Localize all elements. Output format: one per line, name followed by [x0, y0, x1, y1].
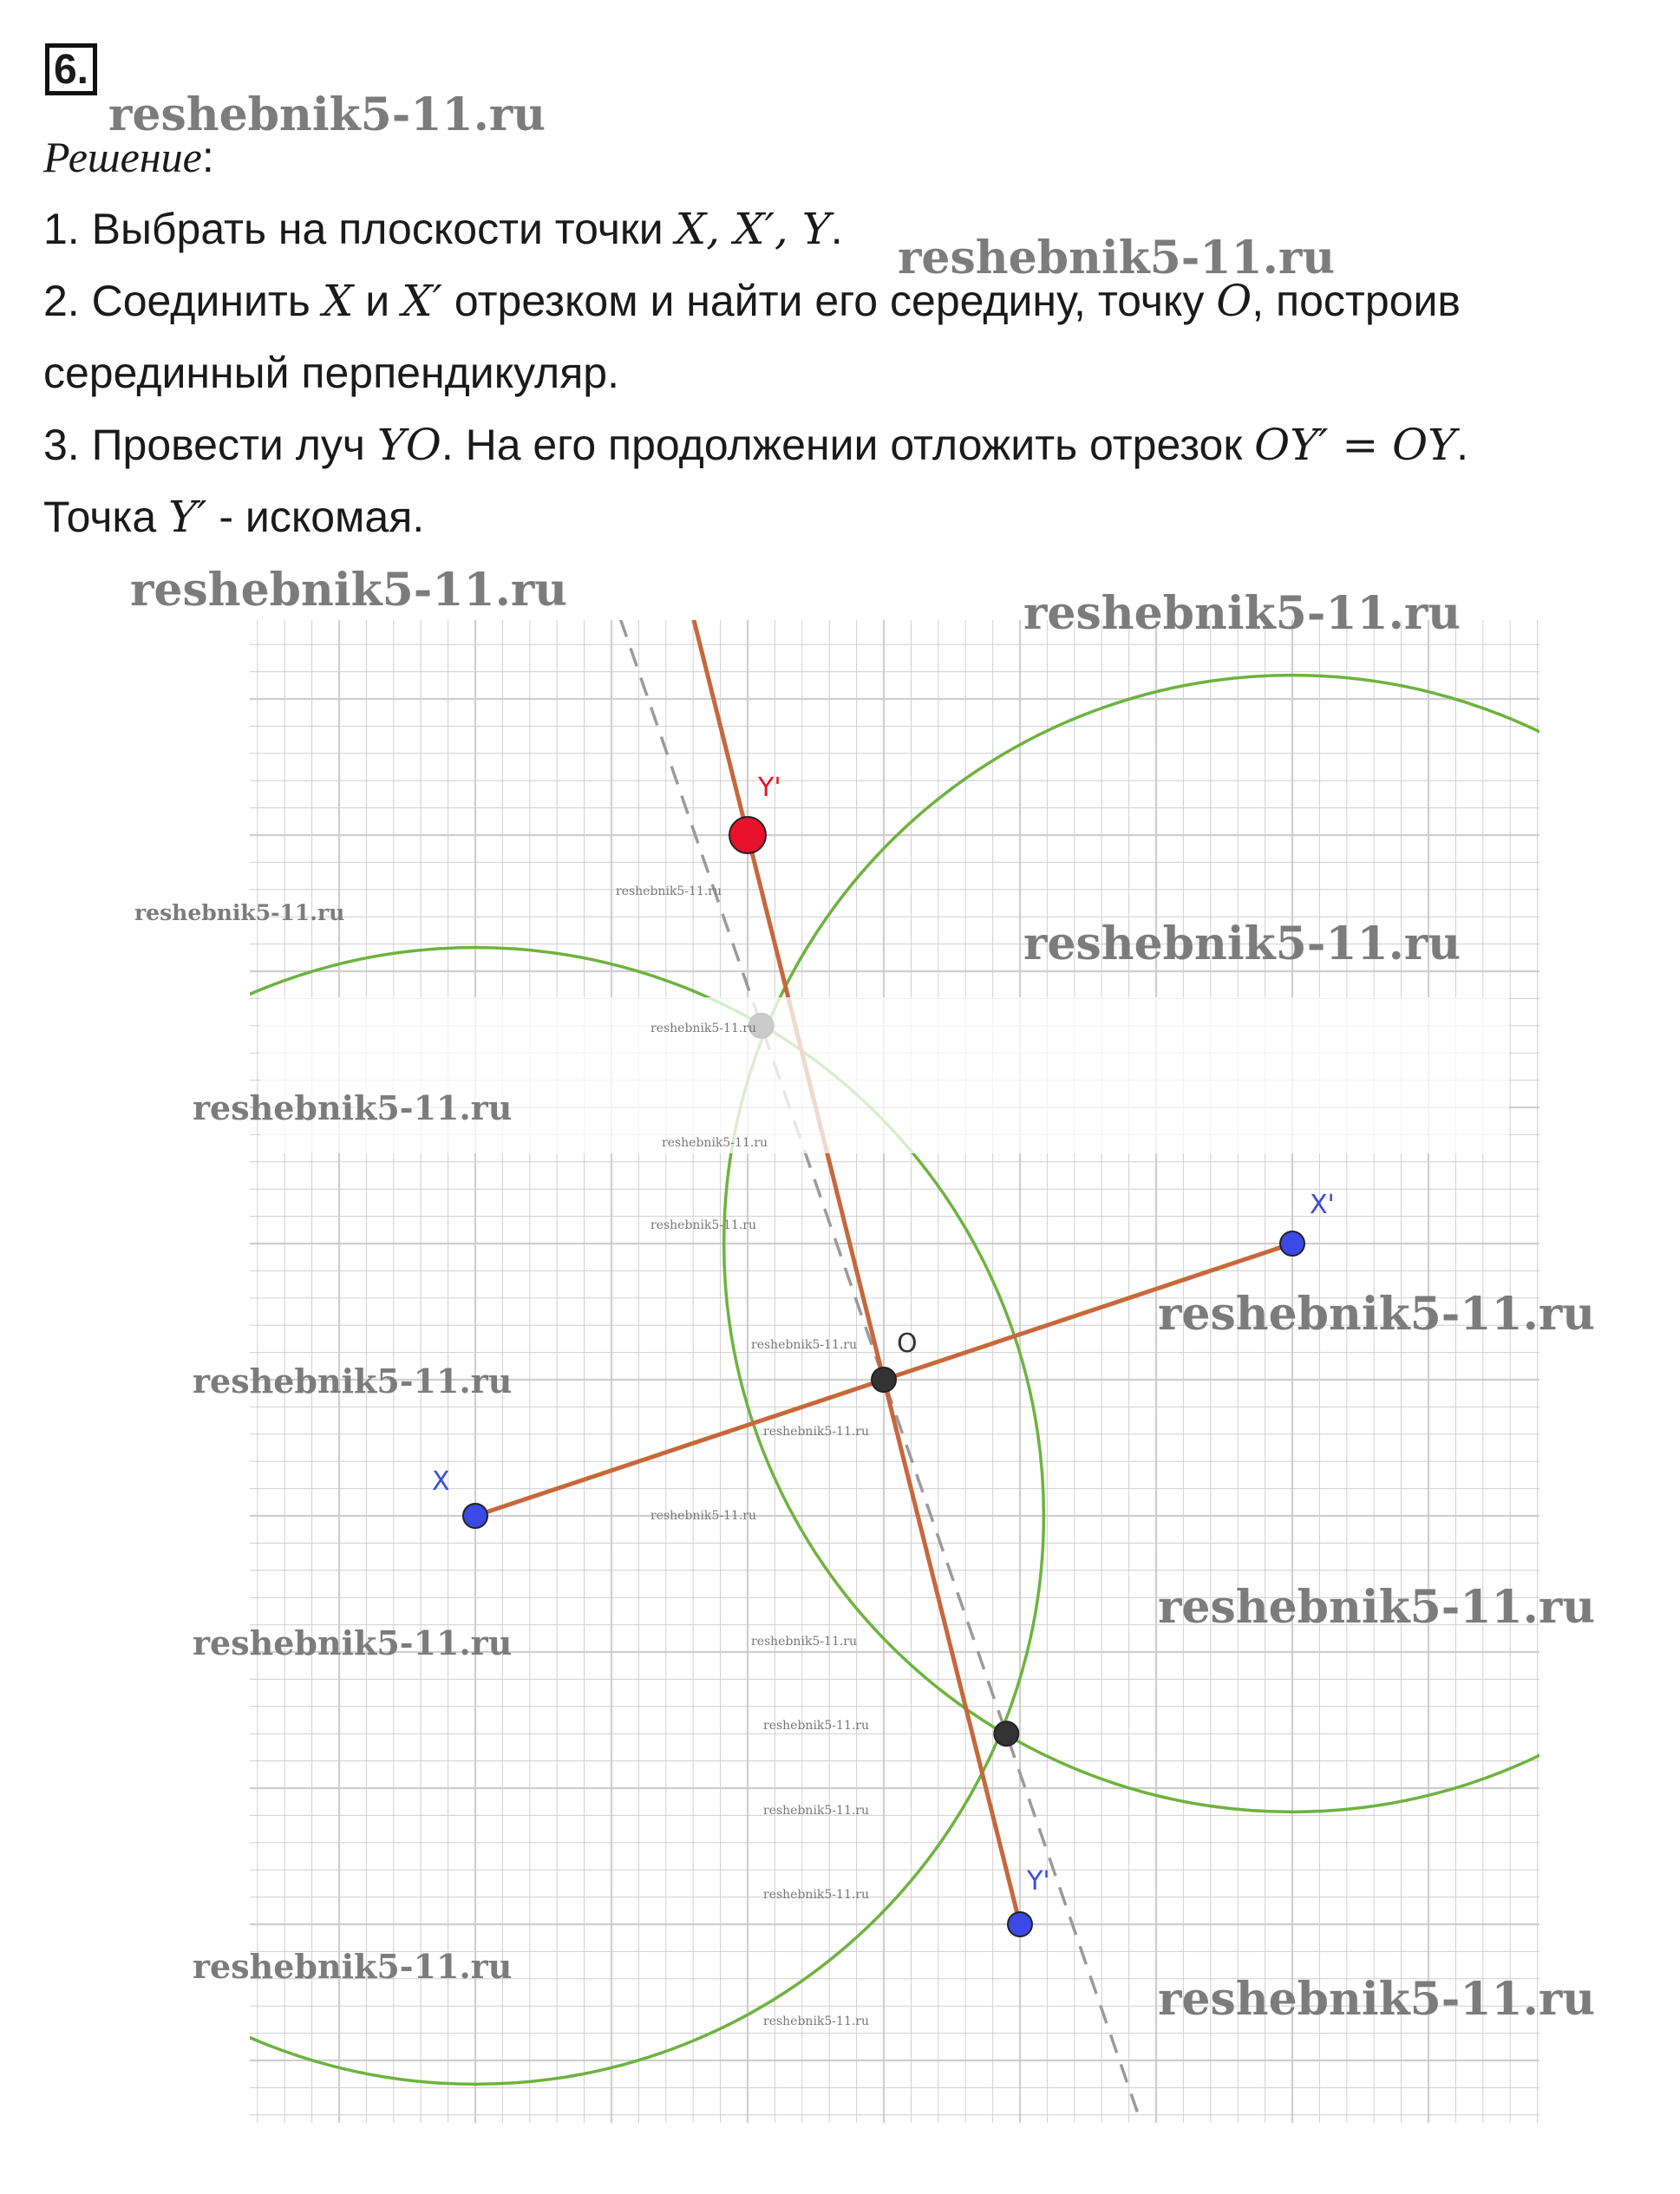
- point-label: O: [897, 1329, 918, 1359]
- watermark: reshebnik5-11.ru: [193, 1623, 513, 1662]
- watermark: reshebnik5-11.ru: [134, 900, 345, 925]
- point-yp: [729, 817, 766, 853]
- point-label: Y': [758, 773, 781, 803]
- math-expression: Y′: [168, 492, 207, 542]
- task-number: 6.: [45, 43, 97, 95]
- step-text: отрезком и найти его середину, точку: [442, 277, 1217, 325]
- point-o: [872, 1368, 896, 1392]
- math-expression: X, X′, Y: [675, 204, 831, 254]
- watermark: reshebnik5-11.ru: [108, 88, 546, 141]
- step-text: Соединить: [91, 277, 323, 325]
- watermark: reshebnik5-11.ru: [193, 1947, 513, 1986]
- watermark: reshebnik5-11.ru: [898, 232, 1336, 284]
- step-text: и: [353, 277, 402, 325]
- step-text: .: [1456, 421, 1469, 469]
- step-number: 1.: [43, 205, 80, 253]
- watermark: reshebnik5-11.ru: [763, 1804, 870, 1818]
- step-text: , построив серединный перпендикуляр.: [43, 277, 1461, 397]
- watermark: reshebnik5-11.ru: [193, 1361, 513, 1401]
- point-x: [463, 1504, 487, 1528]
- watermark: reshebnik5-11.ru: [650, 1022, 757, 1035]
- watermark: reshebnik5-11.ru: [763, 1425, 870, 1439]
- watermark: reshebnik5-11.ru: [1023, 917, 1461, 970]
- step-text: Провести луч: [91, 421, 377, 469]
- step-text: . На его продолжении отложить отрезок: [441, 421, 1255, 469]
- step-text: .: [830, 205, 843, 253]
- math-expression: X′: [402, 276, 443, 326]
- watermark: reshebnik5-11.ru: [751, 1338, 858, 1352]
- step-number: 3.: [43, 421, 80, 469]
- point-label: X: [432, 1466, 450, 1497]
- point-p2: [994, 1721, 1018, 1746]
- watermark: reshebnik5-11.ru: [1158, 1973, 1596, 2026]
- solution-label: Решение: [43, 133, 202, 181]
- math-expression: X: [322, 276, 354, 326]
- math-expression: OY′ = OY: [1254, 420, 1457, 470]
- point-y: [1008, 1912, 1032, 1936]
- watermark: reshebnik5-11.ru: [1023, 587, 1461, 640]
- watermark: reshebnik5-11.ru: [763, 1888, 870, 1902]
- watermark: reshebnik5-11.ru: [650, 1509, 757, 1523]
- step-text: Выбрать на плоскости точки: [91, 205, 676, 253]
- step-number: 2.: [43, 277, 80, 325]
- math-expression: O: [1216, 276, 1252, 326]
- point-xp: [1280, 1231, 1304, 1256]
- watermark: reshebnik5-11.ru: [763, 2014, 870, 2028]
- watermark: reshebnik5-11.ru: [763, 1719, 870, 1733]
- point-label: X': [1310, 1190, 1335, 1220]
- math-expression: YO: [376, 420, 441, 470]
- watermark-band: [260, 997, 1509, 1153]
- watermark: reshebnik5-11.ru: [193, 1088, 513, 1127]
- watermark: reshebnik5-11.ru: [650, 1218, 757, 1232]
- solution-colon: :: [201, 133, 214, 181]
- watermark: reshebnik5-11.ru: [616, 885, 722, 898]
- watermark: reshebnik5-11.ru: [1158, 1288, 1596, 1341]
- watermark: reshebnik5-11.ru: [751, 1635, 858, 1649]
- conclusion-text: Точка: [43, 493, 169, 541]
- watermark: reshebnik5-11.ru: [662, 1136, 768, 1150]
- point-label: Y': [1027, 1866, 1050, 1897]
- watermark: reshebnik5-11.ru: [130, 564, 568, 617]
- watermark: reshebnik5-11.ru: [1158, 1581, 1596, 1634]
- conclusion-text: - искомая.: [206, 493, 425, 541]
